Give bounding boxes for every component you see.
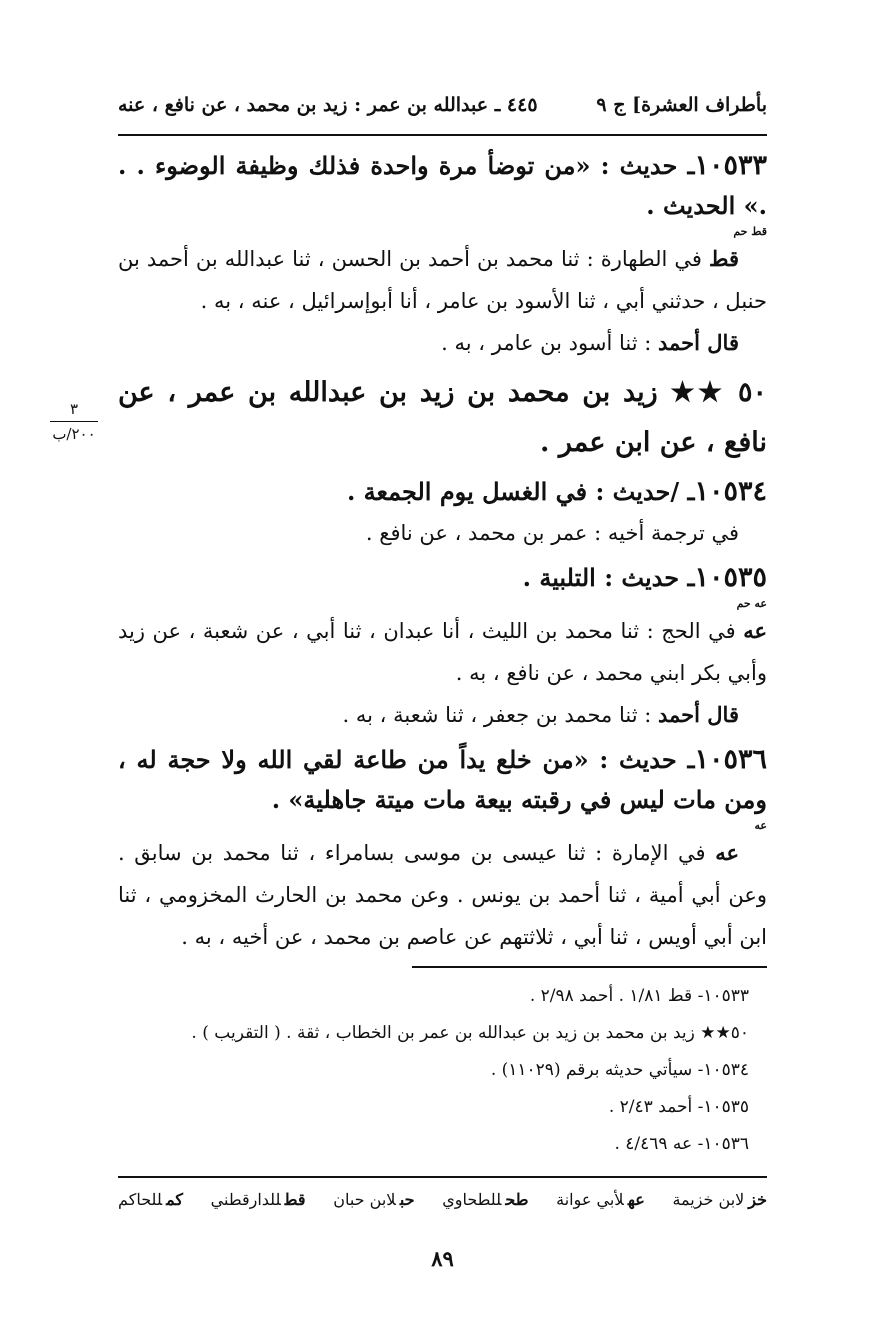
entry-heading-10534 [118, 472, 767, 512]
entry-heading-10533 [118, 146, 767, 226]
source-code: عه [743, 618, 767, 643]
abbreviation-code: حب [399, 1190, 415, 1209]
header-volume: بأطراف العشرة] ج ٩ [596, 94, 767, 116]
source-code: قال أحمد [658, 702, 739, 727]
abbreviation-name: للدارقطني [210, 1190, 281, 1209]
abbreviation-key [118, 1190, 767, 1209]
footnote: ١٠٥٣٥- أحمد ٢/٤٣ . [608, 1097, 749, 1117]
entry-paragraph [118, 238, 767, 322]
entry-heading-text: ـ /حديث : في الغسل يوم الجمعة . [346, 477, 695, 506]
sigla: عه حم [736, 597, 767, 610]
header-rule [118, 134, 767, 136]
abbreviation-name: للحاكم [118, 1190, 163, 1209]
paragraph-text: في الطهارة : ثنا محمد بن أحمد بن الحسن ، ثنا عبدالله بن أحمد بن حنبل ، حدثني أبي ، ثنا الأسود بن عامر ، أنا أبوإسرائيل ، عنه ، به . [118, 247, 767, 313]
source-code: قال أحمد [658, 330, 739, 355]
abbreviation-name: للطحاوي [442, 1190, 502, 1209]
entry-heading-10536 [118, 740, 767, 820]
source-code: عه [715, 840, 739, 865]
paragraph-text: في الحج : ثنا محمد بن الليث ، أنا عبدان ، ثنا أبي ، عن شعبة ، عن زيد وأبي بكر ابني محمد ، عن نافع ، به . [118, 619, 767, 685]
abbreviation-item [333, 1190, 414, 1209]
footnote: ١٠٥٣٤- سيأتي حديثه برقم (١١٠٢٩) . [490, 1060, 749, 1080]
entry-paragraph [118, 694, 767, 736]
footnote: ١٠٥٣٦- عه ٤/٤٦٩ . [614, 1134, 749, 1154]
footnote-rule [412, 966, 767, 968]
entry-heading-text: ـ حديث : «من توضأ مرة واحدة فذلك وظيفة الوضوء . . .» الحديث . [118, 151, 767, 220]
abbreviation-code: عه [627, 1190, 645, 1209]
paragraph-text: في الإمارة : ثنا عيسى بن موسى بسامراء ، ثنا محمد بن سابق . وعن أبي أمية ، ثنا أحمد بن يونس . وعن محمد بن الحارث المخزومي ، ثنا ابن أبي أويس ، ثنا أبي ، ثلاثتهم عن عاصم بن محمد ، عن أخيه ، به . [118, 841, 767, 949]
paragraph-text: : ثنا محمد بن جعفر ، ثنا شعبة ، به . [342, 703, 658, 727]
entry-heading-10535 [118, 558, 767, 598]
entry-paragraph [118, 610, 767, 694]
abbreviation-name: لابن خزيمة [672, 1190, 745, 1209]
manuscript-folio-note [46, 400, 102, 443]
entry-paragraph: في ترجمة أخيه : عمر بن محمد ، عن نافع . [365, 521, 739, 545]
folio-bottom: ٢٠٠/ب [52, 425, 96, 443]
abbreviation-item [556, 1190, 645, 1209]
folio-divider [50, 421, 98, 422]
abbreviation-name: لابن حبان [333, 1190, 396, 1209]
running-header [118, 88, 767, 122]
entry-heading-text: ـ حديث : «من خلع يداً من طاعة لقي الله ولا حجة له ، ومن مات ليس في رقبته بيعة مات ميتة جاهلية» . [118, 745, 767, 814]
abbreviation-item [672, 1190, 767, 1209]
abbreviation-code: طح [505, 1190, 529, 1209]
narrator-heading: ٥٠ ★★ زيد بن محمد بن زيد بن عبدالله بن عمر ، عن نافع ، عن ابن عمر . [118, 377, 767, 458]
abbreviation-item [211, 1190, 306, 1209]
entry-paragraph [118, 832, 767, 958]
sigla: عه [754, 819, 767, 832]
footnote: ١٠٥٣٣- قط ١/٨١ . أحمد ٢/٩٨ . [529, 986, 749, 1006]
abbreviation-name: لأبي عوانة [556, 1190, 624, 1209]
sigla: قط حم [733, 225, 767, 238]
paragraph-text: : ثنا أسود بن عامر ، به . [441, 331, 658, 355]
entry-heading-text: ـ حديث : التلبية . [522, 563, 695, 592]
entry-number: ١٠٥٣٤ [694, 476, 767, 507]
abbreviation-code: خز [748, 1190, 767, 1209]
header-chapter: ٤٤٥ ـ عبدالله بن عمر : زيد بن محمد ، عن نافع ، عنه [118, 94, 538, 116]
footnote: ٥٠★★ زيد بن محمد بن زيد بن عبدالله بن عمر بن الخطاب ، ثقة . ( التقريب ) . [191, 1023, 749, 1043]
source-code: قط [709, 246, 739, 271]
abbreviation-rule [118, 1176, 767, 1178]
abbreviation-code: كم [166, 1190, 183, 1209]
folio-top: ٣ [69, 400, 79, 418]
entry-paragraph [118, 322, 767, 364]
entry-number: ١٠٥٣٦ [694, 744, 767, 775]
footnotes [118, 978, 767, 1163]
abbreviation-item [118, 1190, 183, 1209]
entry-number: ١٠٥٣٥ [694, 562, 767, 593]
page-number: ٨٩ [431, 1246, 454, 1271]
abbreviation-code: قط [284, 1190, 306, 1209]
main-text [118, 142, 767, 958]
abbreviation-item [442, 1190, 528, 1209]
entry-number: ١٠٥٣٣ [694, 150, 767, 181]
